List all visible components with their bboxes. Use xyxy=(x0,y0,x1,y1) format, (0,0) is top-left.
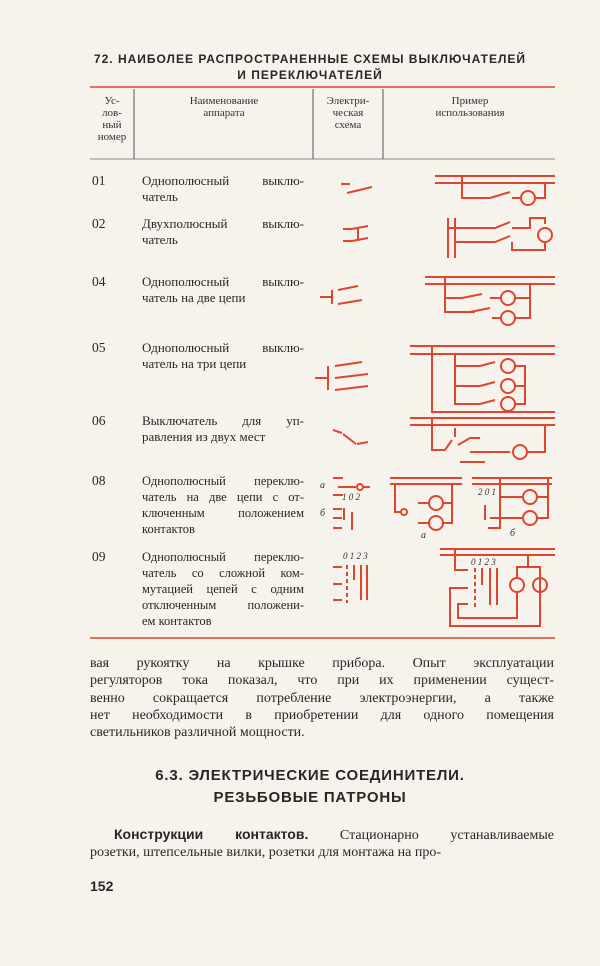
example-06 xyxy=(410,418,555,462)
label-a: а xyxy=(320,480,325,491)
scheme-01 xyxy=(341,184,372,193)
section-heading: 6.3. ЭЛЕКТРИЧЕСКИЕ СОЕДИНИТЕЛИ. РЕЗЬБОВЫЕ ПАТРОНЫ xyxy=(155,767,465,806)
scheme-08 xyxy=(333,478,370,530)
paragraph-1: вая рукоятку на крышке прибора. Опыт эксплуатации регуляторов тока показал, что при их применении сущест- венно сокращается потребление электроэнергии, а также нет необходимости в приобретении для одного помещения светильников различной мощности. xyxy=(90,656,554,741)
example-05 xyxy=(410,346,555,412)
scheme-09 xyxy=(333,565,367,603)
label-0123-example: 0 1 2 3 xyxy=(471,557,496,567)
row-number: 02 xyxy=(92,216,106,231)
scheme-02 xyxy=(343,226,368,241)
row-number: 06 xyxy=(92,413,106,428)
example-01 xyxy=(435,176,555,205)
paragraph-lead: Конструкции контактов. xyxy=(114,826,309,842)
example-08 xyxy=(390,478,552,530)
label-a-example: а xyxy=(421,530,426,541)
example-09 xyxy=(440,549,555,626)
scheme-06 xyxy=(333,430,368,444)
label-201: 2 0 1 xyxy=(478,487,496,497)
header-example: Пример использования xyxy=(435,95,505,119)
example-02 xyxy=(448,218,552,258)
row-name: Двухполюсный выклю- чатель xyxy=(142,216,304,247)
row-name: Однополюсный переклю- чатель на две цепи с от- ключенным положением контактов xyxy=(142,474,304,536)
row-name: Однополюсный выклю- чатель xyxy=(142,173,304,204)
header-number: Ус- лов- ный номер xyxy=(97,95,127,143)
row-number: 08 xyxy=(92,473,106,488)
table-title: 72. НАИБОЛЕЕ РАСПРОСТРАНЕННЫЕ СХЕМЫ ВЫКЛЮЧАТЕЛЕЙ xyxy=(93,52,527,66)
scheme-04 xyxy=(320,286,362,304)
label-0123: 0 1 2 3 xyxy=(343,551,368,561)
paragraph-2: Конструкции контактов. Стационарно устанавливаемые розетки, штепсельные вилки, розетки для монтажа на про- xyxy=(90,826,554,861)
scheme-05 xyxy=(315,362,368,390)
row-number: 09 xyxy=(92,549,106,564)
row-name: Однополюсный переклю- чатель со сложной ком- мутацией цепей с одним отключенным положени- ем контактов xyxy=(142,550,304,628)
header-scheme: Электри- ческая схема xyxy=(326,95,370,131)
header-name: Наименование аппарата xyxy=(189,95,259,119)
row-number: 01 xyxy=(92,173,106,188)
page-number: 152 xyxy=(90,878,114,894)
label-b-example: б xyxy=(510,528,516,539)
example-04 xyxy=(425,277,555,325)
row-number: 04 xyxy=(92,274,106,289)
table-title-line2: И ПЕРЕКЛЮЧАТЕЛЕЙ xyxy=(237,68,383,82)
row-name: Выключатель для уп- равления из двух мест xyxy=(142,413,304,444)
row-name: Однополюсный выклю- чатель на две цепи xyxy=(142,274,304,305)
row-number: 05 xyxy=(92,340,106,355)
row-name: Однополюсный выклю- чатель на три цепи xyxy=(142,340,304,371)
label-102: 1 0 2 xyxy=(342,492,360,502)
label-b: б xyxy=(320,508,326,519)
